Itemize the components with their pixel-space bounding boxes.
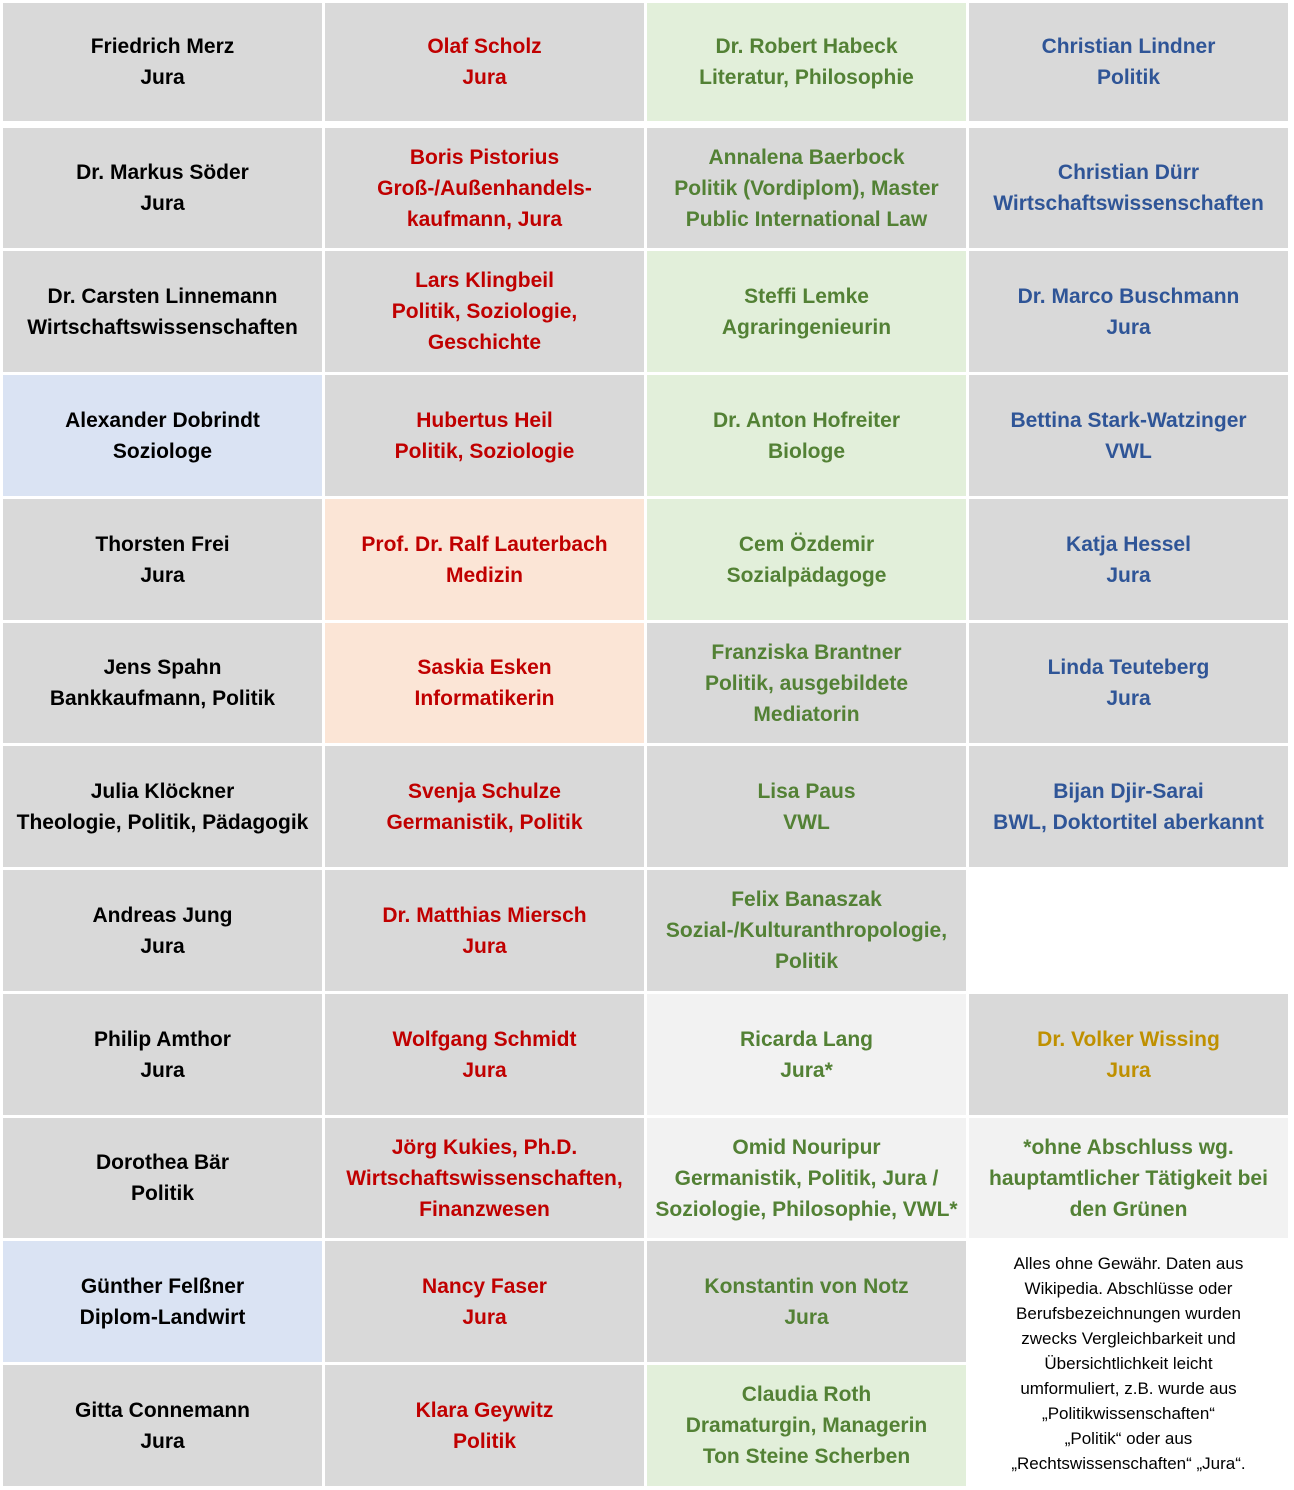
cell-text-line: Agraringenieurin [721,315,892,339]
person-name: Günther Felßner [80,1274,245,1298]
cell-text-line: Politik (Vordiplom), Master [674,176,939,200]
table-cell-union [3,128,322,248]
table-cell-gruene [647,1365,966,1486]
table-cell-spd [325,3,644,121]
person-name: Konstantin von Notz [704,1274,909,1298]
table-cell-gruene [647,251,966,372]
person-name: Katja Hessel [1066,532,1191,556]
cell-text-line: Dramaturgin, Managerin [685,1414,928,1437]
cell-text-line: Jura [140,563,185,587]
cell-text-line: Jura [462,66,507,89]
cell-text-line: Soziologe [112,439,213,463]
table-cell-gruene [647,994,966,1115]
person-name: Nancy Faser [422,1274,547,1298]
person-name: Steffi Lemke [744,284,869,308]
person-name: Alexander Dobrindt [65,408,260,432]
person-name: Dr. Robert Habeck [715,35,898,58]
table-cell-fdp [969,623,1288,743]
cell-text-line: Übersichtlichkeit leicht [1044,1354,1213,1373]
cell-text-line: Literatur, Philosophie [699,66,914,89]
table-cell-union [3,623,322,743]
table-cell-fdp [969,746,1288,867]
table-cell-spd [325,1241,644,1362]
person-name: Boris Pistorius [409,145,560,169]
person-name: Dr. Anton Hofreiter [712,408,901,432]
person-name: Dorothea Bär [95,1151,230,1174]
cell-text-line: Soziologie, Philosophie, VWL* [655,1197,958,1221]
cell-text-line: Jura* [780,1058,833,1082]
cell-text-line: Jura [462,1058,507,1082]
person-name: Dr. Volker Wissing [1037,1027,1220,1051]
person-name: Olaf Scholz [427,35,542,58]
cell-text-line: „Rechtswissenschaften“ „Jura“. [1011,1454,1246,1473]
cell-text-line: „Politik“ oder aus [1064,1429,1193,1448]
person-name: Bijan Djir-Sarai [1053,779,1204,803]
table-cell-gruene [647,870,966,991]
cell-text-line: Jura [462,1305,507,1329]
cell-text-line: Jura [140,934,185,958]
person-name: Christian Lindner [1041,35,1216,58]
cell-text-line: Geschichte [427,331,542,354]
table-cell-gruene [647,128,966,248]
cell-text-line: Jura [1106,687,1151,710]
table-cell-spd [325,1118,644,1238]
cell-text-line: Politik [130,1182,194,1205]
table-cell-gruene [647,746,966,867]
cell-text-line: „Politikwissenschaften“ [1042,1404,1215,1423]
cell-text-line: Alles ohne Gewähr. Daten aus [1013,1254,1244,1273]
person-name: Linda Teuteberg [1047,656,1210,679]
table-cell-union [3,499,322,620]
table-cell-gruene [647,1118,966,1238]
person-name: Gitta Connemann [74,1398,250,1422]
person-name: Christian Dürr [1057,161,1200,184]
person-name: Omid Nouripur [732,1135,881,1159]
disclaimer-note [969,1241,1288,1486]
person-name: Annalena Baerbock [708,145,905,169]
cell-text-line: Mediatorin [753,702,860,726]
cell-text-line: Public International Law [685,207,928,231]
cell-text-line: Politik [774,950,838,973]
cell-text-line: Jura [140,1058,185,1082]
person-name: Lars Klingbeil [415,269,554,292]
cell-text-line: Ton Steine Scherben [702,1445,911,1468]
person-name: Julia Klöckner [90,779,235,803]
table-cell-fdp [969,375,1288,496]
cell-text-line: Jura [140,1429,185,1453]
cell-text-line: Jura [1106,315,1151,339]
table-cell-union [3,994,322,1115]
table-cell-union [3,746,322,867]
table-cell-union [3,1241,322,1362]
person-name: Claudia Roth [741,1383,872,1406]
table-cell-fdp [969,499,1288,620]
person-name: Cem Özdemir [738,532,875,556]
cell-text-line: Wirtschaftswissenschaften [27,315,298,339]
cell-text-line: Informatikerin [414,687,555,710]
table-cell-fdp [969,128,1288,248]
cell-text-line: Politik [1096,66,1160,89]
cell-text-line: Jura [1106,1058,1151,1082]
person-name: Saskia Esken [417,656,552,679]
person-name: Hubertus Heil [416,408,553,432]
person-name: Ricarda Lang [739,1027,874,1051]
cell-text-line: zwecks Vergleichbarkeit und [1021,1329,1236,1348]
cell-text-line: Jura [784,1305,829,1329]
cell-text-line: Biologe [768,439,845,463]
table-cell-gruene [647,623,966,743]
table-cell-spd [325,251,644,372]
table-cell-union [3,1365,322,1486]
table-cell-gruene [647,499,966,620]
cell-text-line: Politik, Soziologie [394,439,575,463]
table-cell-spd [325,499,644,620]
person-name: Dr. Marco Buschmann [1017,284,1240,308]
cell-text-line: Finanzwesen [419,1197,550,1221]
table-cell-spd [325,870,644,991]
cell-text-line: Groß-/Außenhandels- [377,176,592,200]
person-name: Friedrich Merz [90,35,235,58]
person-name: Franziska Brantner [711,640,902,664]
table-cell-union [3,251,322,372]
cell-text-line: Sozial-/Kulturanthropologie, [665,919,948,942]
cell-text-line: Germanistik, Politik, Jura / [674,1166,939,1190]
person-name: Felix Banaszak [731,888,882,911]
person-name: Philip Amthor [94,1027,231,1051]
cell-text-line: Politik, Soziologie, [391,300,578,323]
cell-text-line: Sozialpädagoge [726,563,887,587]
table-cell-fdp [969,251,1288,372]
cell-text-line: Jura [140,192,185,215]
cell-text-line: Bankkaufmann, Politik [49,687,276,710]
table-cell-union [3,3,322,121]
cell-text-line: VWL [1105,439,1152,463]
person-name: Lisa Paus [757,779,856,803]
cell-text-line: Wirtschaftswissenschaften [993,192,1264,215]
table-cell-union [3,375,322,496]
person-name: Wolfgang Schmidt [392,1027,577,1051]
cell-text-line: Wikipedia. Abschlüsse oder [1024,1279,1233,1298]
table-cell-gruene [647,1241,966,1362]
cell-text-line: BWL, Doktortitel aberkannt [993,810,1264,834]
cell-text-line: Theologie, Politik, Pädagogik [16,810,309,834]
person-name: Prof. Dr. Ralf Lauterbach [361,532,608,556]
table-cell-spd [325,623,644,743]
cell-text-line: VWL [783,810,830,834]
person-name: Klara Geywitz [415,1398,554,1422]
table-cell-union [3,870,322,991]
table-cell-gruene [647,3,966,121]
person-name: Andreas Jung [92,903,233,927]
cell-text-line: hauptamtlicher Tätigkeit bei [989,1166,1268,1190]
cell-text-line: Politik, ausgebildete [704,671,909,695]
cell-text-line: kaufmann, Jura [406,207,563,231]
person-name: Bettina Stark-Watzinger [1010,408,1247,432]
cell-text-line: Jura [462,934,507,958]
table-cell-gruene [647,375,966,496]
person-name: Dr. Markus Söder [76,161,249,184]
cell-text-line: Jura [1106,563,1151,587]
cell-text-line: umformuliert, z.B. wurde aus [1020,1379,1237,1398]
table-cell-fdp [969,3,1288,121]
cell-text-line: Politik [452,1429,516,1453]
footnote-cell [969,1118,1288,1238]
person-name: Dr. Matthias Miersch [382,903,587,927]
cell-text-line: Jura [140,66,185,89]
table-cell-spd [325,375,644,496]
person-name: Jörg Kukies, Ph.D. [391,1135,578,1159]
empty-cell [969,870,1288,991]
person-name: Dr. Carsten Linnemann [47,284,278,308]
table-cell-union [3,1118,322,1238]
cell-text-line: Medizin [446,563,523,587]
cell-text-line: Germanistik, Politik [386,810,583,834]
table-cell-spd [325,994,644,1115]
table-cell-spd [325,128,644,248]
table-cell-spd [325,746,644,867]
cell-text-line: Wirtschaftswissenschaften, [346,1166,623,1190]
person-name: Thorsten Frei [95,532,230,556]
cell-text-line: Diplom-Landwirt [79,1305,246,1329]
cell-text-line: Berufsbezeichnungen wurden [1016,1304,1241,1323]
person-name: Jens Spahn [103,656,222,679]
table-cell-spd [325,1365,644,1486]
person-name: Svenja Schulze [408,779,561,803]
cell-text-line: den Grünen [1069,1197,1188,1221]
cell-text-line: *ohne Abschluss wg. [1023,1135,1234,1159]
table-cell-fdp [969,994,1288,1115]
